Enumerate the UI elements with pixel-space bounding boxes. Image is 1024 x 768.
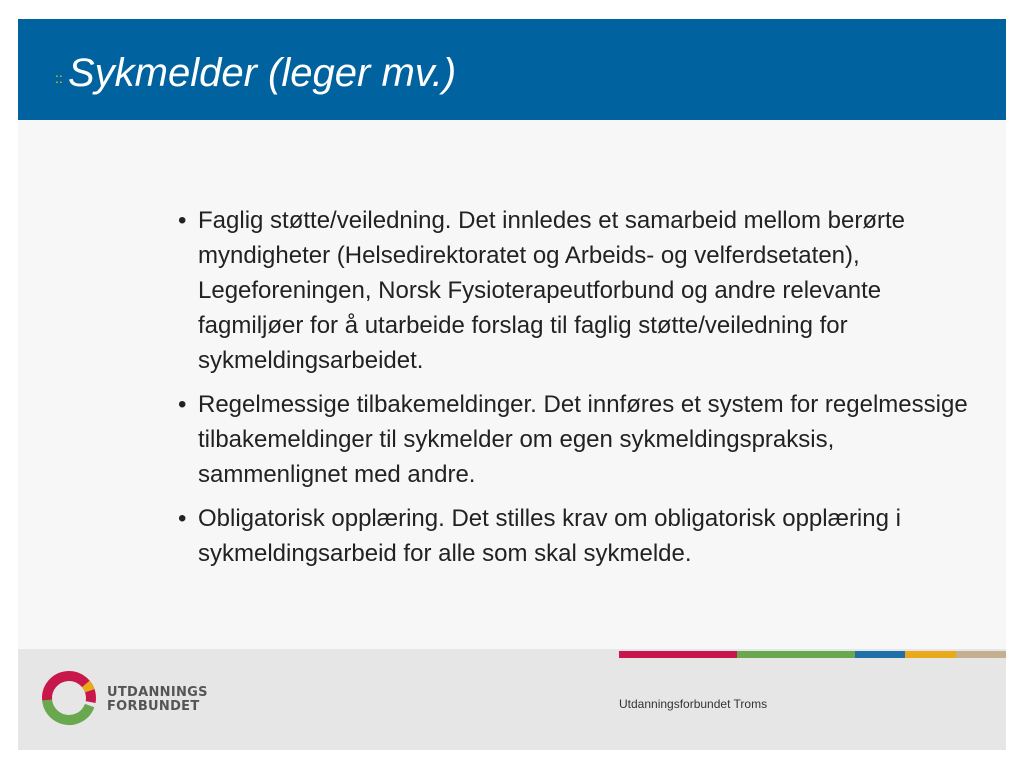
bullet-list bbox=[178, 203, 978, 580]
bullet-text: Obligatorisk opplæring. Det stilles krav om obligatorisk opplæring i sykmeldingsarbeid for alle som skal sykmelde. bbox=[198, 505, 901, 567]
color-stripe-yellow bbox=[905, 651, 956, 658]
logo-line-2: FORBUNDET bbox=[107, 699, 200, 714]
title-bar bbox=[18, 19, 1006, 120]
footer-organization: Utdanningsforbundet Troms bbox=[619, 697, 768, 711]
slide bbox=[18, 19, 1006, 750]
color-stripe-tan bbox=[956, 651, 1006, 658]
title-marker: :: bbox=[55, 70, 63, 86]
bullet-text: Regelmessige tilbakemeldinger. Det innføres et system for regelmessige tilbakemeldinger til sykmelder om egen sykmeldingspraksis, sammenlignet med andre. bbox=[198, 391, 968, 488]
slide-title: Sykmelder (leger mv.) bbox=[68, 51, 457, 95]
bullet-text: Faglig støtte/veiledning. Det innledes et samarbeid mellom berørte myndigheter (Helsedirektoratet og Arbeids- og velferdsetaten), Legeforeningen, Norsk Fysioterapeutforbund og andre relevante fagmiljøer for å utarbeide forslag til faglig støtte/veiledning for sykmeldingsarbeidet. bbox=[198, 207, 905, 374]
color-stripe-green bbox=[737, 651, 855, 658]
logo-text bbox=[107, 686, 208, 714]
logo-ring-icon bbox=[38, 667, 100, 729]
bullet-item bbox=[178, 387, 978, 492]
bullet-marker: • bbox=[178, 391, 187, 418]
color-stripe-red bbox=[619, 651, 737, 658]
bullet-item bbox=[178, 203, 978, 378]
bullet-item bbox=[178, 501, 978, 571]
color-stripe-blue bbox=[855, 651, 905, 658]
bullet-marker: • bbox=[178, 505, 187, 532]
bullet-marker: • bbox=[178, 207, 187, 234]
logo-line-1: UTDANNINGS bbox=[107, 685, 208, 700]
